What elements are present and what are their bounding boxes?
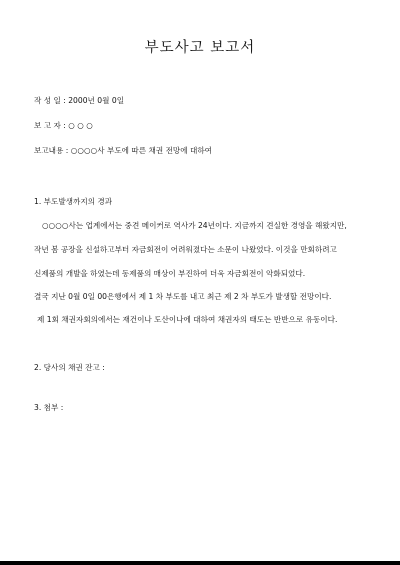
paragraph-line: 제 1회 채권자회의에서는 재건이나 도산이나에 대하여 채권자의 태도는 반반으로 유동이다.: [37, 315, 338, 324]
paragraph-line: 신제품의 개발을 하였는데 동제품의 매상이 부진하여 더욱 자금회전이 악화되었다.: [34, 269, 306, 278]
paragraph-line: ○○○○사는 업계에서는 중견 메이커로 역사가 24년이다. 지금까지 견실한 경영을 해왔지만,: [42, 221, 347, 230]
section-1-heading: 1. 부도발생까지의 경과: [34, 197, 113, 206]
section-3-heading: 3. 첨부 :: [34, 403, 64, 412]
document-title: 부도사고 보고서: [144, 40, 256, 56]
section-2-heading: 2. 당사의 채권 잔고 :: [34, 363, 105, 372]
content-line: 보고내용 : ○○○○사 부도에 따른 채권 전망에 대하여: [34, 146, 212, 155]
reporter-line: 보 고 자 : ○ ○ ○: [34, 121, 93, 130]
paragraph-line: 결국 지난 0월 0일 00은행에서 제 1 차 부도를 내고 최근 제 2 차 부도가 발생할 전망이다.: [34, 292, 332, 301]
page-bottom-border: [0, 561, 400, 565]
date-line: 작 성 일 : 2000년 0월 0일: [34, 96, 125, 105]
paragraph-line: 작년 봄 공장을 신설하고부터 자금회전이 어려워졌다는 소문이 나왔었다. 이것을 만회하려고: [34, 245, 337, 254]
